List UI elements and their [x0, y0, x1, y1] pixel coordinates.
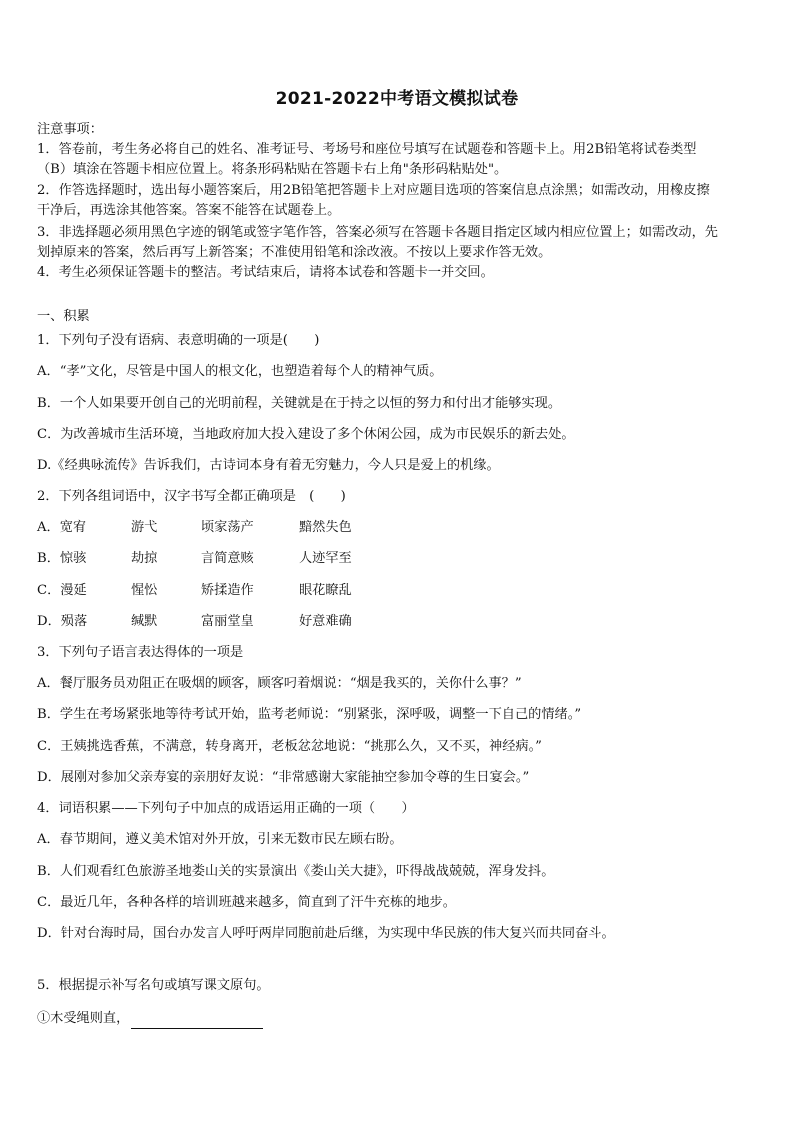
word-cell: 人迹罕至: [299, 551, 352, 566]
word-cell: 好意难确: [299, 614, 352, 629]
notice-line: （B）填涂在答题卡相应位置上。将条形码粘贴在答题卡右上角"条形码粘贴处"。: [37, 162, 508, 177]
page-title: 2021-2022中考语文模拟试卷: [275, 89, 519, 109]
word-cell: 劫掠: [131, 551, 158, 566]
notice-heading: 注意事项：: [37, 122, 103, 137]
question-stem: 3．下列句子语言表达得体的一项是: [37, 645, 244, 660]
question-stem: 2．下列各组词语中，汉字书写全都正确项是 ( ): [37, 489, 346, 504]
question-stem: 5．根据提示补写名句或填写课文原句。: [37, 978, 270, 993]
question-option: C．最近几年，各种各样的培训班越来越多，简直到了汗牛充栋的地步。: [37, 895, 456, 910]
word-cell: A．宽宥: [37, 520, 87, 535]
fill-in-item: [37, 1009, 759, 1029]
question-option: C．为改善城市生活环境，当地政府加大投入建设了多个休闲公园，成为市民娱乐的新去处。: [37, 427, 575, 442]
question-option: A．“孝”文化，尽管是中国人的根文化，也塑造着每个人的精神气质。: [37, 364, 443, 379]
word-cell: 矫揉造作: [201, 583, 254, 598]
question-stem: 1．下列句子没有语病、表意明确的一项是( ): [37, 333, 320, 348]
word-cell: D．殒落: [37, 614, 88, 629]
word-cell: 顷家荡产: [201, 520, 254, 535]
question-option: A．春节期间，遵义美术馆对外开放，引来无数市民左顾右盼。: [37, 832, 403, 847]
question-option: B．一个人如果要开创自己的光明前程，关键就是在于持之以恒的努力和付出才能够实现。: [37, 396, 561, 411]
word-cell: B．惊骇: [37, 551, 87, 566]
question-option: B．人们观看红色旅游圣地娄山关的实景演出《娄山关大捷》，吓得战战兢兢，浑身发抖。: [37, 864, 555, 879]
word-cell: 缄默: [131, 614, 158, 629]
section-heading: 一、积累: [37, 309, 90, 324]
question-stem: 4．词语积累——下列句子中加点的成语运用正确的一项（ ）: [37, 801, 415, 816]
question-option: B．学生在考场紧张地等待考试开始，监考老师说：“别紧张，深呼吸，调整一下自己的情绪。”: [37, 707, 582, 722]
question-option: A．餐厅服务员劝阻正在吸烟的顾客，顾客叼着烟说：“烟是我买的，关你什么事？”: [37, 676, 522, 691]
notice-line: 1．答卷前，考生务必将自己的姓名、准考证号、考场号和座位号填写在试题卷和答题卡上。用2B铅笔将试卷类型: [37, 142, 697, 157]
fill-in-prompt: ①木受绳则直，: [37, 1011, 130, 1026]
answer-blank: [131, 1013, 263, 1029]
question-option: D．针对台海时局，国台办发言人呼吁两岸同胞前赴后继，为实现中华民族的伟大复兴而共同奋斗。: [37, 926, 615, 941]
notice-line: 4．考生必须保证答题卡的整洁。考试结束后，请将本试卷和答题卡一并交回。: [37, 265, 494, 280]
word-cell: 眼花瞭乱: [299, 583, 352, 598]
word-cell: 游弋: [131, 520, 158, 535]
word-cell: C．漫延: [37, 583, 87, 598]
notice-line: 干净后，再选涂其他答案。答案不能答在试题卷上。: [37, 203, 341, 218]
question-option: C．王姨挑选香蕉，不满意，转身离开，老板忿忿地说：“挑那么久，又不买，神经病。”: [37, 739, 542, 754]
question-option: D.《经典咏流传》告诉我们，古诗词本身有着无穷魅力，今人只是爱上的机缘。: [37, 458, 500, 473]
notice-line: 划掉原来的答案，然后再写上新答案；不准使用铅笔和涂改液。不按以上要求作答无效。: [37, 245, 552, 260]
word-cell: 言简意赅: [201, 551, 254, 566]
word-cell: 惺忪: [131, 583, 158, 598]
word-cell: 富丽堂皇: [201, 614, 254, 629]
word-cell: 黯然失色: [299, 520, 352, 535]
question-option: D．展刚对参加父亲寿宴的亲朋好友说：“非常感谢大家能抽空参加令尊的生日宴会。”: [37, 770, 530, 785]
notice-line: 3．非选择题必须用黑色字迹的钢笔或签字笔作答，答案必须写在答题卡各题目指定区域内相应位置上；如需改动，先: [37, 225, 718, 240]
notice-line: 2．作答选择题时，选出每小题答案后，用2B铅笔把答题卡上对应题目选项的答案信息点涂黑；如需改动，用橡皮擦: [37, 183, 710, 198]
